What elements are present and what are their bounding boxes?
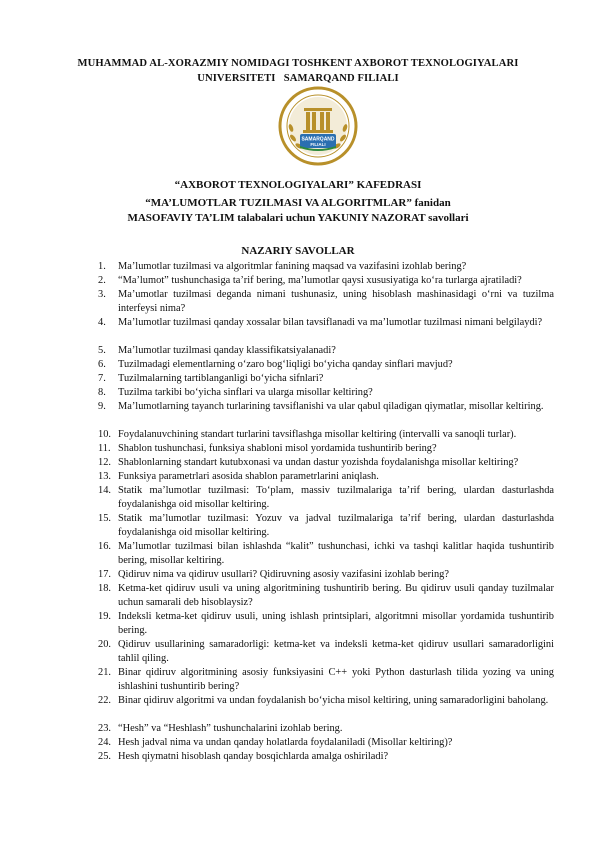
question-text: “Hesh” va “Heshlash” tushunchalarini izohlab bering. [118, 723, 343, 734]
question-number: 19. [98, 611, 111, 622]
list-item [100, 540, 554, 568]
list-item [100, 358, 554, 372]
question-text: Ma’lumotlar tuzilmasi bilan ishlashda “kalit” tushunchasi, ichki va tashqi kalitlar haqida tushuntirib bering, misollar keltiring. [118, 541, 554, 566]
university-logo [278, 86, 358, 166]
question-number: 5. [98, 345, 106, 356]
question-text: Foydalanuvchining standart turlarini tavsiflashga misollar keltiring (intervalli va sanoqli turlar). [118, 429, 517, 440]
question-text: Tuzilmalarning tartiblanganligi bo‘yicha sifnlari? [118, 373, 324, 384]
svg-text:FILIALI: FILIALI [310, 142, 326, 147]
question-text: Shablon tushunchasi, funksiya shabloni misol yordamida tushuntirib bering? [118, 443, 437, 454]
question-number: 14. [98, 485, 111, 496]
list-item [100, 386, 554, 400]
question-number: 13. [98, 471, 111, 482]
question-number: 11. [98, 443, 111, 454]
header-line-2: UNIVERSITETI SAMARQAND FILIALI [197, 73, 399, 84]
list-item [100, 344, 554, 358]
list-item [100, 666, 554, 694]
question-text: Hesh qiymatni hisoblash qanday bosqichlarda amalga oshiriladi? [118, 751, 389, 762]
list-item [100, 274, 554, 288]
question-text: Qidiruv nima va qidiruv usullari? Qidiruvning asosiy vazifasini izohlab bering? [118, 569, 449, 580]
list-item [100, 750, 554, 764]
question-number: 1. [98, 261, 106, 272]
question-number: 15. [98, 513, 111, 524]
list-item [100, 470, 554, 484]
list-item [100, 316, 554, 330]
list-item [100, 610, 554, 638]
question-text: Ma’lumotlar tuzilmasi va algoritmlar fanining maqsad va vazifasini izohlab bering? [118, 261, 467, 272]
logo-emblem-icon [278, 86, 358, 166]
question-text: Tuzilma tarkibi bo‘yicha sinflari va ularga misollar keltiring? [118, 387, 373, 398]
question-number: 21. [98, 667, 111, 678]
question-text: Binar qidiruv algoritmi va undan foydalanish bo‘yicha misol keltiring, uning samaradorligini baholang. [118, 695, 549, 706]
question-number: 23. [98, 723, 111, 734]
list-item [100, 582, 554, 610]
course-title [40, 196, 556, 226]
list-item [100, 638, 554, 666]
question-text: Shablonlarning standart kutubxonasi va undan dastur yozishda foydalanishga misollar keltiring? [118, 457, 519, 468]
list-item [100, 736, 554, 750]
question-number: 9. [98, 401, 106, 412]
list-item [100, 568, 554, 582]
question-number: 20. [98, 639, 111, 650]
question-number: 25. [98, 751, 111, 762]
list-item [100, 428, 554, 442]
course-title-line-1: “MA’LUMOTLAR TUZILMASI VA ALGORITMLAR” fanidan [145, 197, 451, 209]
question-number: 8. [98, 387, 106, 398]
question-number: 18. [98, 583, 111, 594]
list-item [100, 694, 554, 708]
question-text: Indeksli ketma-ket qidiruv usuli, uning ishlash printsiplari, algoritmni misollar yordamida tushuntirib bering. [118, 611, 554, 636]
list-item [100, 372, 554, 386]
question-number: 16. [98, 541, 111, 552]
list-item [100, 484, 554, 512]
question-number: 6. [98, 359, 106, 370]
question-text: Binar qidiruv algoritmining asosiy funksiyasini C++ yoki Python dasturlash tilida yozing va uning ishlashini tushuntirib bering? [118, 667, 554, 692]
question-text: Ma’umotlar tuzilmasi deganda nimani tushunasiz, uning hisoblash mashinasidagi o‘rni va tuzilma interfeysi nima? [118, 289, 554, 314]
header-line-1: MUHAMMAD AL-XORAZMIY NOMIDAGI TOSHKENT AXBOROT TEXNOLOGIYALARI [77, 58, 519, 69]
question-number: 22. [98, 695, 111, 706]
question-number: 2. [98, 275, 106, 286]
question-text: Hesh jadval nima va undan qanday holatlarda foydalaniladi (Misollar keltiring)? [118, 737, 453, 748]
list-item [100, 722, 554, 736]
list-item [100, 288, 554, 316]
question-number: 17. [98, 569, 111, 580]
question-number: 7. [98, 373, 106, 384]
question-text: Qidiruv usullarining samaradorligi: ketma-ket va indeksli ketma-ket qidiruv usullari samaradorligini tahlil qiling. [118, 639, 554, 664]
question-text: Statik ma’lumotlar tuzilmasi: Yozuv va jadval tuzilmalariga ta’rif bering, ulardan dasturlashda foydalanishga oid misollar keltiring. [118, 513, 554, 538]
question-number: 4. [98, 317, 106, 328]
list-item [100, 512, 554, 540]
svg-text:SAMARQAND: SAMARQAND [301, 136, 335, 143]
department-title: “AXBOROT TEXNOLOGIYALARI” KAFEDRASI [174, 179, 422, 191]
question-number: 24. [98, 737, 111, 748]
question-text: Ma’lumotlar tuzilmasi qanday xossalar bilan tavsiflanadi va ma’lumotlar tuzilmasi nimani belgilaydi? [118, 317, 543, 328]
question-text: Tuzilmadagi elementlarning o‘zaro bog‘liqligi bo‘yicha qanday sinflari mavjud? [118, 359, 453, 370]
list-item [100, 442, 554, 456]
question-text: Funksiya parametrlari asosida shablon parametrlarini aniqlash. [118, 471, 379, 482]
list-item [100, 456, 554, 470]
list-item [100, 260, 554, 274]
course-title-line-2: MASOFAVIY TA’LIM talabalari uchun YAKUNIY NAZORAT savollari [127, 212, 469, 224]
section-title: NAZARIY SAVOLLAR [241, 245, 355, 257]
question-text: Ma’lumotlar tuzilmasi qanday klassifikatsiyalanadi? [118, 345, 336, 356]
question-text: Statik ma’lumotlar tuzilmasi: To‘plam, massiv tuzilmalariga ta’rif bering, ulardan dasturlashda foydalanishga oid misollar keltiring. [118, 485, 554, 510]
question-number: 10. [98, 429, 111, 440]
question-number: 3. [98, 289, 106, 300]
question-text: “Ma’lumot” tushunchasiga ta’rif bering, ma’lumotlar qaysi xususiyatiga ko‘ra turlarga ajratiladi? [118, 275, 522, 286]
list-item [100, 400, 554, 414]
university-header [40, 56, 556, 86]
question-text: Ma’lumotlarning tayanch turlarining tavsiflanishi va ular qabul qiladigan qiymatlar, misollar keltiring. [118, 401, 544, 412]
question-text: Ketma-ket qidiruv usuli va uning algoritmining tushuntirib bering. Bu qidiruv usuli qanday tuzilmalar uchun samarali deb hisoblaysiz? [118, 583, 554, 608]
question-number: 12. [98, 457, 111, 468]
